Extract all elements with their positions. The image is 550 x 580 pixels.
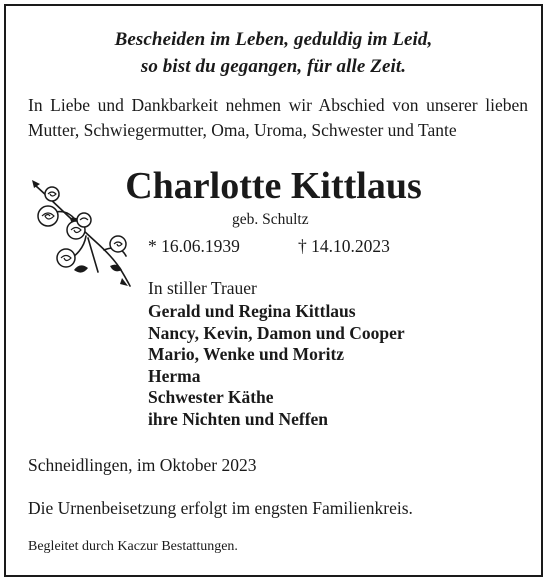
- mourning-lead: In stiller Trauer: [148, 278, 257, 298]
- mourner: Nancy, Kevin, Damon und Cooper: [148, 322, 405, 343]
- obituary-notice: [4, 4, 543, 577]
- motto-line: so bist du gegangen, für alle Zeit.: [140, 56, 407, 77]
- place-date: Schneidlingen, im Oktober 2023: [28, 455, 257, 475]
- mourners-list: [148, 301, 405, 430]
- deceased-name: Charlotte Kittlaus: [125, 165, 422, 207]
- intro-text: In Liebe und Dankbarkeit nehmen wir Abschied von unserer lieben Mutter, Schwiegermutter, Oma, Uroma, Schwester und Tante: [28, 95, 528, 140]
- undertaker-note: Begleitet durch Kaczur Bestattungen.: [28, 539, 238, 554]
- mourner: Mario, Wenke und Moritz: [148, 344, 345, 364]
- birth-date: * 16.06.1939: [148, 236, 240, 256]
- death-date: † 14.10.2023: [298, 236, 390, 256]
- mourner: Herma: [148, 365, 201, 386]
- mourner: Schwester Käthe: [148, 387, 274, 407]
- urn-burial-note: Die Urnenbeisetzung erfolgt im engsten Familienkreis.: [28, 498, 413, 518]
- maiden-name: geb. Schultz: [232, 211, 309, 228]
- mourner: ihre Nichten und Neffen: [148, 408, 329, 429]
- motto: [6, 26, 541, 80]
- mourner: Gerald und Regina Kittlaus: [148, 301, 356, 321]
- motto-line: Bescheiden im Leben, geduldig im Leid,: [114, 29, 433, 50]
